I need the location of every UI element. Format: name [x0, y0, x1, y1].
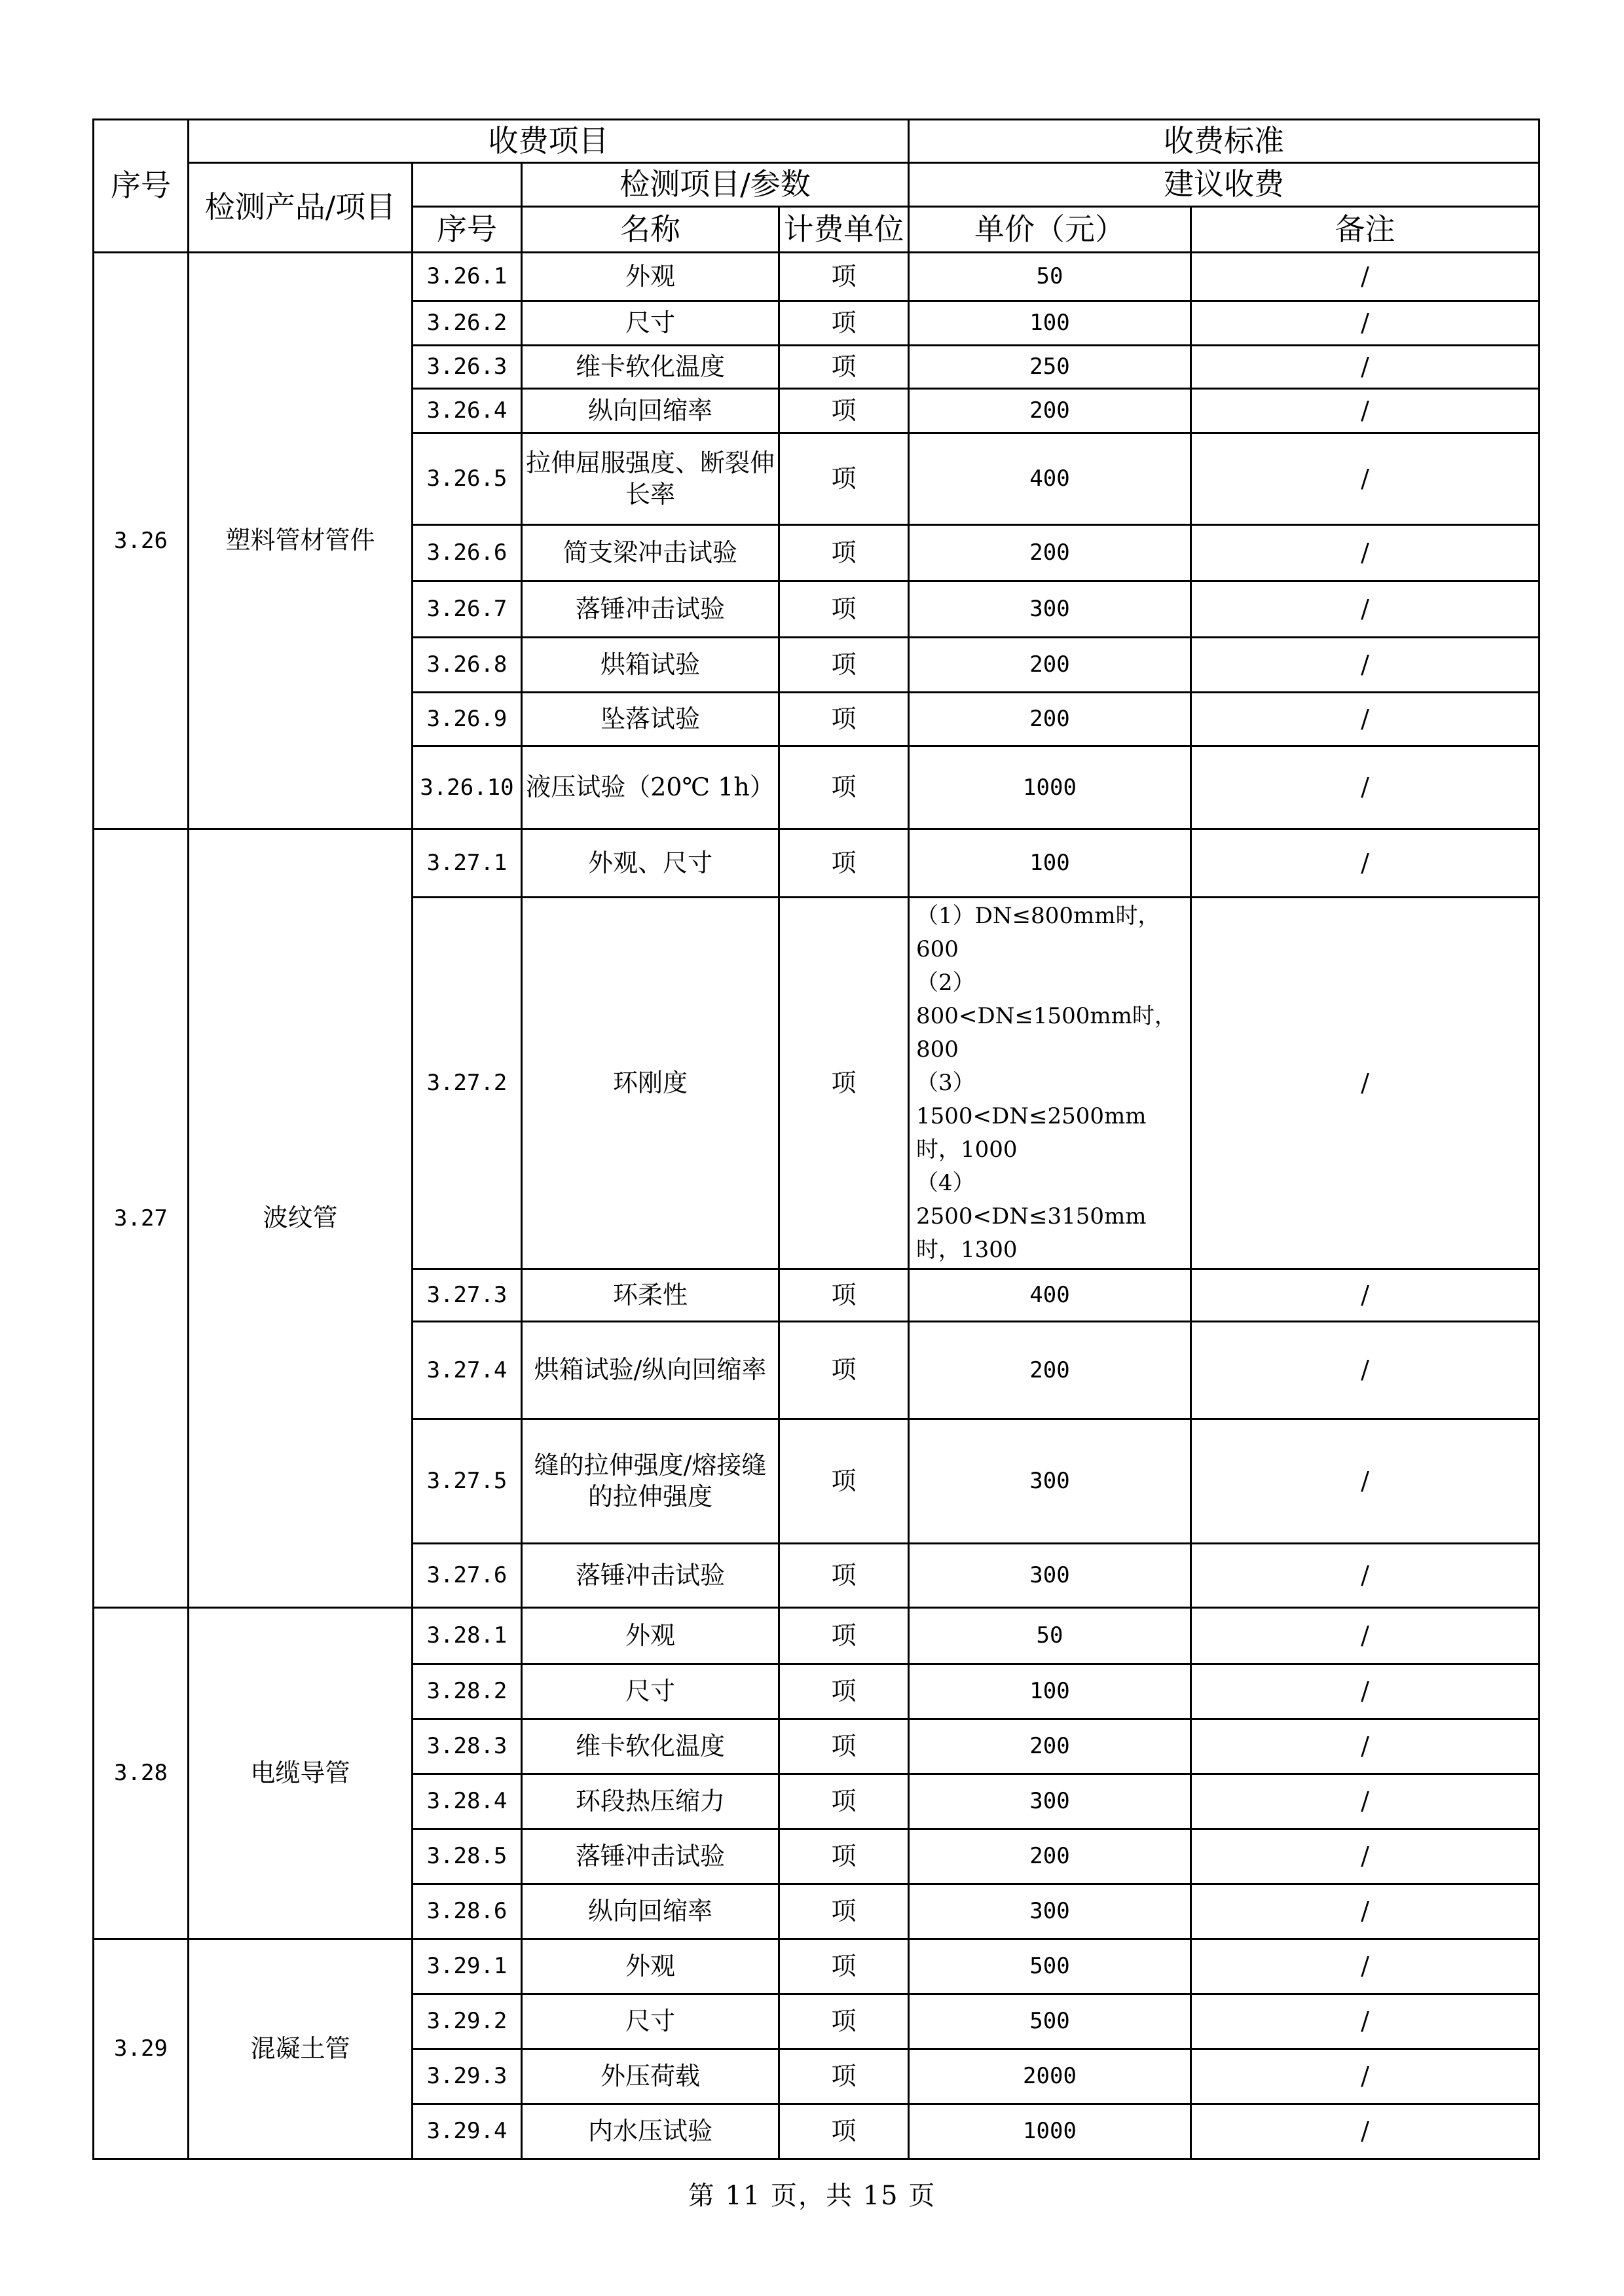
row-unit: 项: [779, 1994, 909, 2049]
fee-table-container: [92, 118, 1538, 2160]
row-seq: 3.29.2: [413, 1994, 522, 2049]
row-unit: 项: [779, 638, 909, 693]
row-price: 200: [909, 525, 1191, 581]
header-remark: 备注: [1191, 207, 1540, 253]
row-remark: /: [1191, 1544, 1540, 1608]
row-name: 环柔性: [522, 1269, 779, 1322]
row-remark: /: [1191, 1664, 1540, 1719]
row-unit: 项: [779, 1829, 909, 1884]
row-price: 200: [909, 638, 1191, 693]
row-price: 100: [909, 301, 1191, 346]
row-price: 300: [909, 581, 1191, 638]
row-unit: 项: [779, 1774, 909, 1829]
row-unit: 项: [779, 525, 909, 581]
header-charge-standard: 收费标准: [909, 120, 1540, 163]
row-price: 200: [909, 1322, 1191, 1419]
price-tier: （2）800<DN≤1500mm时，800: [916, 970, 1177, 1063]
row-seq: 3.26.8: [413, 638, 522, 693]
row-price: 300: [909, 1544, 1191, 1608]
row-seq: 3.29.4: [413, 2104, 522, 2159]
group-product: 波纹管: [189, 829, 413, 1608]
row-name: 内水压试验: [522, 2104, 779, 2159]
table-row: [94, 1608, 1540, 1664]
header-seq: 序号: [94, 120, 189, 253]
row-remark: /: [1191, 1419, 1540, 1544]
row-remark: /: [1191, 1884, 1540, 1939]
row-name: 落锤冲击试验: [522, 1544, 779, 1608]
row-unit: 项: [779, 2049, 909, 2104]
row-seq: 3.28.3: [413, 1719, 522, 1774]
page-footer: 第 11 页，共 15 页: [688, 2181, 936, 2211]
row-unit: 项: [779, 253, 909, 301]
row-unit: 项: [779, 301, 909, 346]
group-product: 电缆导管: [189, 1608, 413, 1939]
row-name: 维卡软化温度: [522, 346, 779, 389]
row-seq: 3.29.1: [413, 1939, 522, 1994]
row-price: 1000: [909, 2104, 1191, 2159]
row-unit: 项: [779, 1884, 909, 1939]
row-name: 纵向回缩率: [522, 389, 779, 433]
row-price: 400: [909, 433, 1191, 525]
row-remark: /: [1191, 1322, 1540, 1419]
row-price: 200: [909, 389, 1191, 433]
row-name: 液压试验（20℃ 1h）: [522, 746, 779, 829]
row-seq: 3.27.4: [413, 1322, 522, 1419]
price-tier: （4）2500<DN≤3150mm时，1300: [916, 1170, 1147, 1263]
row-unit: 项: [779, 1608, 909, 1664]
row-price: 200: [909, 1829, 1191, 1884]
row-remark: /: [1191, 1939, 1540, 1994]
row-remark: /: [1191, 253, 1540, 301]
row-name: 尺寸: [522, 1664, 779, 1719]
row-unit: 项: [779, 1269, 909, 1322]
group-seq: 3.29: [94, 1939, 189, 2159]
header-test-param: 检测项目/参数: [522, 163, 909, 207]
group-product: 混凝土管: [189, 1939, 413, 2159]
group-seq: 3.26: [94, 253, 189, 829]
ring-stiffness-price-list: [909, 898, 1191, 1269]
row-seq: 3.29.3: [413, 2049, 522, 2104]
row-unit: 项: [779, 433, 909, 525]
row-remark: /: [1191, 2049, 1540, 2104]
row-remark: /: [1191, 1608, 1540, 1664]
row-seq: 3.26.5: [413, 433, 522, 525]
row-seq: 3.26.2: [413, 301, 522, 346]
row-seq: 3.26.1: [413, 253, 522, 301]
row-seq: 3.27.5: [413, 1419, 522, 1544]
row-seq: 3.26.6: [413, 525, 522, 581]
row-remark: /: [1191, 2104, 1540, 2159]
fee-table: [92, 118, 1540, 2160]
row-price: 250: [909, 346, 1191, 389]
row-price: 300: [909, 1774, 1191, 1829]
row-price: 200: [909, 1719, 1191, 1774]
row-unit: 项: [779, 693, 909, 746]
row-seq: 3.28.1: [413, 1608, 522, 1664]
row-remark: /: [1191, 829, 1540, 898]
row-unit: 项: [779, 829, 909, 898]
row-unit: 项: [779, 346, 909, 389]
row-price: 100: [909, 829, 1191, 898]
row-remark: /: [1191, 898, 1540, 1269]
row-name: 缝的拉伸强度/熔接缝的拉伸强度: [522, 1419, 779, 1544]
row-remark: /: [1191, 389, 1540, 433]
row-seq: 3.28.6: [413, 1884, 522, 1939]
row-remark: /: [1191, 1994, 1540, 2049]
row-name: 外压荷载: [522, 2049, 779, 2104]
row-seq: 3.26.9: [413, 693, 522, 746]
row-seq: 3.26.7: [413, 581, 522, 638]
row-remark: /: [1191, 693, 1540, 746]
row-seq: 3.27.1: [413, 829, 522, 898]
row-seq: 3.27.6: [413, 1544, 522, 1608]
group-seq: 3.27: [94, 829, 189, 1608]
row-name: 外观: [522, 1608, 779, 1664]
row-price: 100: [909, 1664, 1191, 1719]
row-unit: 项: [779, 898, 909, 1269]
row-price: 500: [909, 1939, 1191, 1994]
row-seq: 3.26.10: [413, 746, 522, 829]
row-name: 尺寸: [522, 1994, 779, 2049]
row-remark: /: [1191, 525, 1540, 581]
row-name: 简支梁冲击试验: [522, 525, 779, 581]
row-seq: 3.27.3: [413, 1269, 522, 1322]
row-name: 外观: [522, 1939, 779, 1994]
row-price: 2000: [909, 2049, 1191, 2104]
header-price: 单价（元）: [909, 207, 1191, 253]
row-unit: 项: [779, 389, 909, 433]
table-row: [94, 253, 1540, 301]
row-name: 落锤冲击试验: [522, 581, 779, 638]
row-name: 维卡软化温度: [522, 1719, 779, 1774]
row-unit: 项: [779, 1719, 909, 1774]
row-seq: 3.28.5: [413, 1829, 522, 1884]
row-remark: /: [1191, 638, 1540, 693]
row-unit: 项: [779, 581, 909, 638]
row-name: 拉伸屈服强度、断裂伸长率: [522, 433, 779, 525]
row-price: 300: [909, 1884, 1191, 1939]
row-price: 400: [909, 1269, 1191, 1322]
row-name: 尺寸: [522, 301, 779, 346]
row-name: 环段热压缩力: [522, 1774, 779, 1829]
header-product: 检测产品/项目: [189, 163, 413, 253]
row-name: 纵向回缩率: [522, 1884, 779, 1939]
row-seq: 3.27.2: [413, 898, 522, 1269]
group-product: 塑料管材管件: [189, 253, 413, 829]
row-unit: 项: [779, 1544, 909, 1608]
row-unit: 项: [779, 1939, 909, 1994]
table-row: [94, 1939, 1540, 1994]
row-name: 烘箱试验/纵向回缩率: [522, 1322, 779, 1419]
table-row: [94, 829, 1540, 898]
row-remark: /: [1191, 1829, 1540, 1884]
price-tier: （3）1500<DN≤2500mm时，1000: [916, 1070, 1147, 1163]
row-remark: /: [1191, 346, 1540, 389]
row-seq: 3.26.3: [413, 346, 522, 389]
header-charge-item: 收费项目: [189, 120, 909, 163]
row-price: 500: [909, 1994, 1191, 2049]
row-name: 外观: [522, 253, 779, 301]
row-seq: 3.28.2: [413, 1664, 522, 1719]
row-seq: 3.28.4: [413, 1774, 522, 1829]
row-name: 环刚度: [522, 898, 779, 1269]
row-price: 200: [909, 693, 1191, 746]
row-price: 300: [909, 1419, 1191, 1544]
row-unit: 项: [779, 1664, 909, 1719]
row-price: 50: [909, 1608, 1191, 1664]
row-price: 50: [909, 253, 1191, 301]
row-unit: 项: [779, 2104, 909, 2159]
row-remark: /: [1191, 1719, 1540, 1774]
row-remark: /: [1191, 581, 1540, 638]
row-name: 外观、尺寸: [522, 829, 779, 898]
header-suggested-fee: 建议收费: [909, 163, 1540, 207]
row-name: 坠落试验: [522, 693, 779, 746]
row-remark: /: [1191, 433, 1540, 525]
row-unit: 项: [779, 1419, 909, 1544]
row-remark: /: [1191, 301, 1540, 346]
row-name: 落锤冲击试验: [522, 1829, 779, 1884]
group-seq: 3.28: [94, 1608, 189, 1939]
row-price: 1000: [909, 746, 1191, 829]
row-unit: 项: [779, 1322, 909, 1419]
row-seq: 3.26.4: [413, 389, 522, 433]
header-unit: 计费单位: [779, 207, 909, 253]
header-sub-seq: 序号: [413, 207, 522, 253]
row-name: 烘箱试验: [522, 638, 779, 693]
row-remark: /: [1191, 1269, 1540, 1322]
row-unit: 项: [779, 746, 909, 829]
header-name: 名称: [522, 207, 779, 253]
row-remark: /: [1191, 746, 1540, 829]
header-blank: [413, 163, 522, 207]
price-tier: （1）DN≤800mm时，600: [916, 903, 1160, 962]
row-remark: /: [1191, 1774, 1540, 1829]
